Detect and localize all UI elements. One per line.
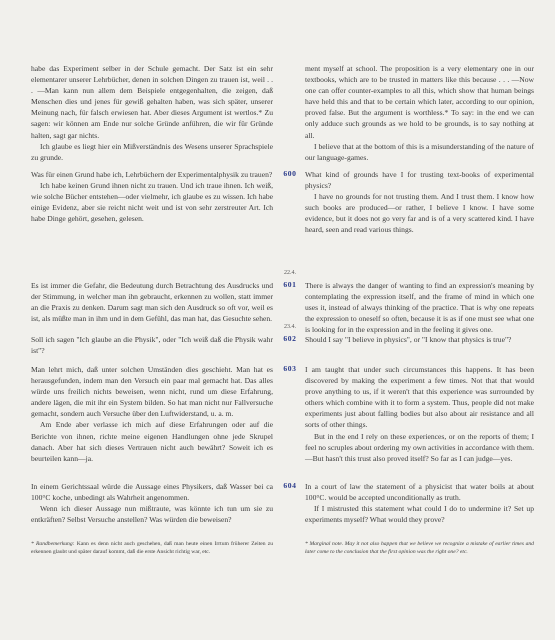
paragraph: Ich glaube es liegt hier ein Mißverständnis des Wesens unserer Sprachspiele zu grunde.	[31, 141, 273, 162]
section-number-604: 604	[283, 481, 297, 490]
german-section-601	[31, 280, 273, 324]
english-section-600	[305, 169, 534, 236]
paragraph: Ich habe keinen Grund ihnen nicht zu trauen. Und ich traue ihnen. Ich weiß, wie solche Bücher entstehen—oder vielmehr, ich glaube es zu wissen. Ich habe einige Evidenz, aber sie reicht nicht weit und ist von sehr zerstreuter Art. Ich habe Dinge gehört, gesehen, gelesen.	[31, 181, 273, 224]
paragraph: What kind of grounds have I for trusting text-books of experimental physics?	[305, 170, 534, 191]
english-section-603	[305, 364, 534, 464]
paragraph: There is always the danger of wanting to find an expression's meaning by contemplating the expression itself, and the frame of mind in which one uses it, instead of always thinking of the practice. That is why one repeats the expression to oneself so often, because it is as if one must see what one is looking for in the expression and in the feeling it gives one.	[305, 281, 534, 335]
section-number-601: 601	[283, 280, 297, 289]
english-section-604	[305, 481, 534, 525]
german-section-603	[31, 364, 273, 464]
paragraph: Should I say "I believe in physics", or "I know that physics is true"?	[305, 335, 512, 344]
paragraph: ment myself at school. The proposition is a very elementary one in our textbooks, which are to be trusted in matters like this because . . . —Now one can offer counter-examples to all this, which show that human beings have held this and that to be certain which later, according to our opinion, proved false. But the argument is worthless.* To say: in the end we can only adduce such grounds as we hold to be grounds, is to say nothing at all.	[305, 64, 534, 140]
date-marker: 23.4.	[284, 324, 296, 330]
english-section-601	[305, 280, 534, 335]
date-marker: 22.4.	[284, 270, 296, 276]
footnote-text: May it not also happen that we believe we recognize a mistake of earlier times and later come to the conclusion that the first opinion was the right one? etc.	[305, 541, 534, 555]
paragraph: Wenn ich dieser Aussage nun mißtraute, was könnte ich tun um sie zu entkräften? Selbst Versuche anstellen? Was würden die beweisen?	[31, 504, 273, 525]
german-section-604	[31, 481, 273, 525]
paragraph: I believe that at the bottom of this is a misunderstanding of the nature of our language-games.	[305, 141, 534, 162]
paragraph: Am Ende aber verlasse ich mich auf diese Erfahrungen oder auf die Berichte von ihnen, richte meine eigenen Handlungen ohne jede Skrupel danach. Aber hat sich dieses Vertrauen nicht auch bewährt? Soweit ich es beurteilen kann—ja.	[31, 420, 273, 463]
footnote-label: * Randbemerkung:	[31, 541, 75, 547]
german-section-602	[31, 334, 273, 356]
paragraph: Soll ich sagen "Ich glaube an die Physik", oder "Ich weiß daß die Physik wahr ist"?	[31, 335, 273, 356]
paragraph: I have no grounds for not trusting them. And I trust them. I know how such books are produced—or rather, I believe I know. I have some evidence, but it does not go very far and is of a very scattered kind. I have heard, seen and read various things.	[305, 192, 534, 235]
english-footnote	[305, 541, 534, 557]
paragraph: Man lehrt mich, daß unter solchen Umständen dies geschieht. Man hat es herausgefunden, indem man den Versuch ein paar mal gemacht hat. Das alles würde uns freilich nichts beweisen, wenn nicht, rund um diese Erfahrung, andere lägen, die mit ihr ein System bilden. So hat man nicht nur Fallversuche gemacht, sondern auch Versuche über den Luftwiderstand, u. a. m.	[31, 365, 273, 419]
paragraph: But in the end I rely on these experiences, or on the reports of them; I feel no scruples about ordering my own activities in accordance with them.—But hasn't this trust also proved itself? So far as I can judge—yes.	[305, 431, 534, 463]
german-footnote	[31, 541, 273, 557]
paragraph: I am taught that under such circumstances this happens. It has been discovered by making the experiment a few times. Not that that would prove anything to us, if it weren't that this experience was surrounded by others which combine with it to form a system. Thus, people did not make experiments just about falling bodies but also about air resistance and all sorts of other things.	[305, 365, 534, 430]
section-number-600: 600	[283, 169, 297, 178]
english-section-602	[305, 334, 534, 345]
german-section-600	[31, 169, 273, 224]
section-number-603: 603	[283, 364, 297, 373]
german-text-continuation	[31, 63, 273, 163]
paragraph: If I mistrusted this statement what could I do to undermine it? Set up experiments myself? What would they prove?	[305, 504, 534, 525]
english-text-continuation	[305, 63, 534, 163]
paragraph: habe das Experiment selber in der Schule gemacht. Der Satz ist ein sehr elementarer unserer Lehrbücher, denen in solchen Dingen zu trauen ist, weil . . . —Man kann nun allem dem Beispiele entgegenhalten, die zeigen, daß Menschen dies und jenes für gewiß gehalten haben, was sich später, unserer Meinung nach, für falsch erwiesen hat. Aber dieses Argument ist wertlos.* Zu sagen: wir können am Ende nur solche Gründe anführen, die wir für Gründe halten, sagt gar nichts.	[31, 64, 273, 140]
paragraph: Was für einen Grund habe ich, Lehrbüchern der Experimentalphysik zu trauen?	[31, 170, 273, 179]
section-number-602: 602	[283, 334, 297, 343]
paragraph: In einem Gerichtssaal würde die Aussage eines Physikers, daß Wasser bei ca 100°C koche, unbedingt als Wahrheit angenommen.	[31, 482, 273, 503]
paragraph: Es ist immer die Gefahr, die Bedeutung durch Betrachtung des Ausdrucks und der Stimmung, in welcher man ihn gebraucht, erkennen zu wollen, statt immer an die Praxis zu denken. Darum sagt man sich den Ausdruck so oft vor, weil es ist, als müßte man in ihm und in dem Gefühl, das man hat, das Gesuchte sehen.	[31, 281, 273, 324]
footnote-text: Kann es denn nicht auch geschehen, daß man heute einen Irrtum früherer Zeiten zu erkennen glaubt und später darauf kommt, daß die erste Ansicht richtig war, etc.	[31, 541, 273, 555]
footnote-label: * Marginal note.	[305, 541, 344, 547]
paragraph: In a court of law the statement of a physicist that water boils at about 100°C. would be accepted unconditionally as truth.	[305, 482, 534, 503]
